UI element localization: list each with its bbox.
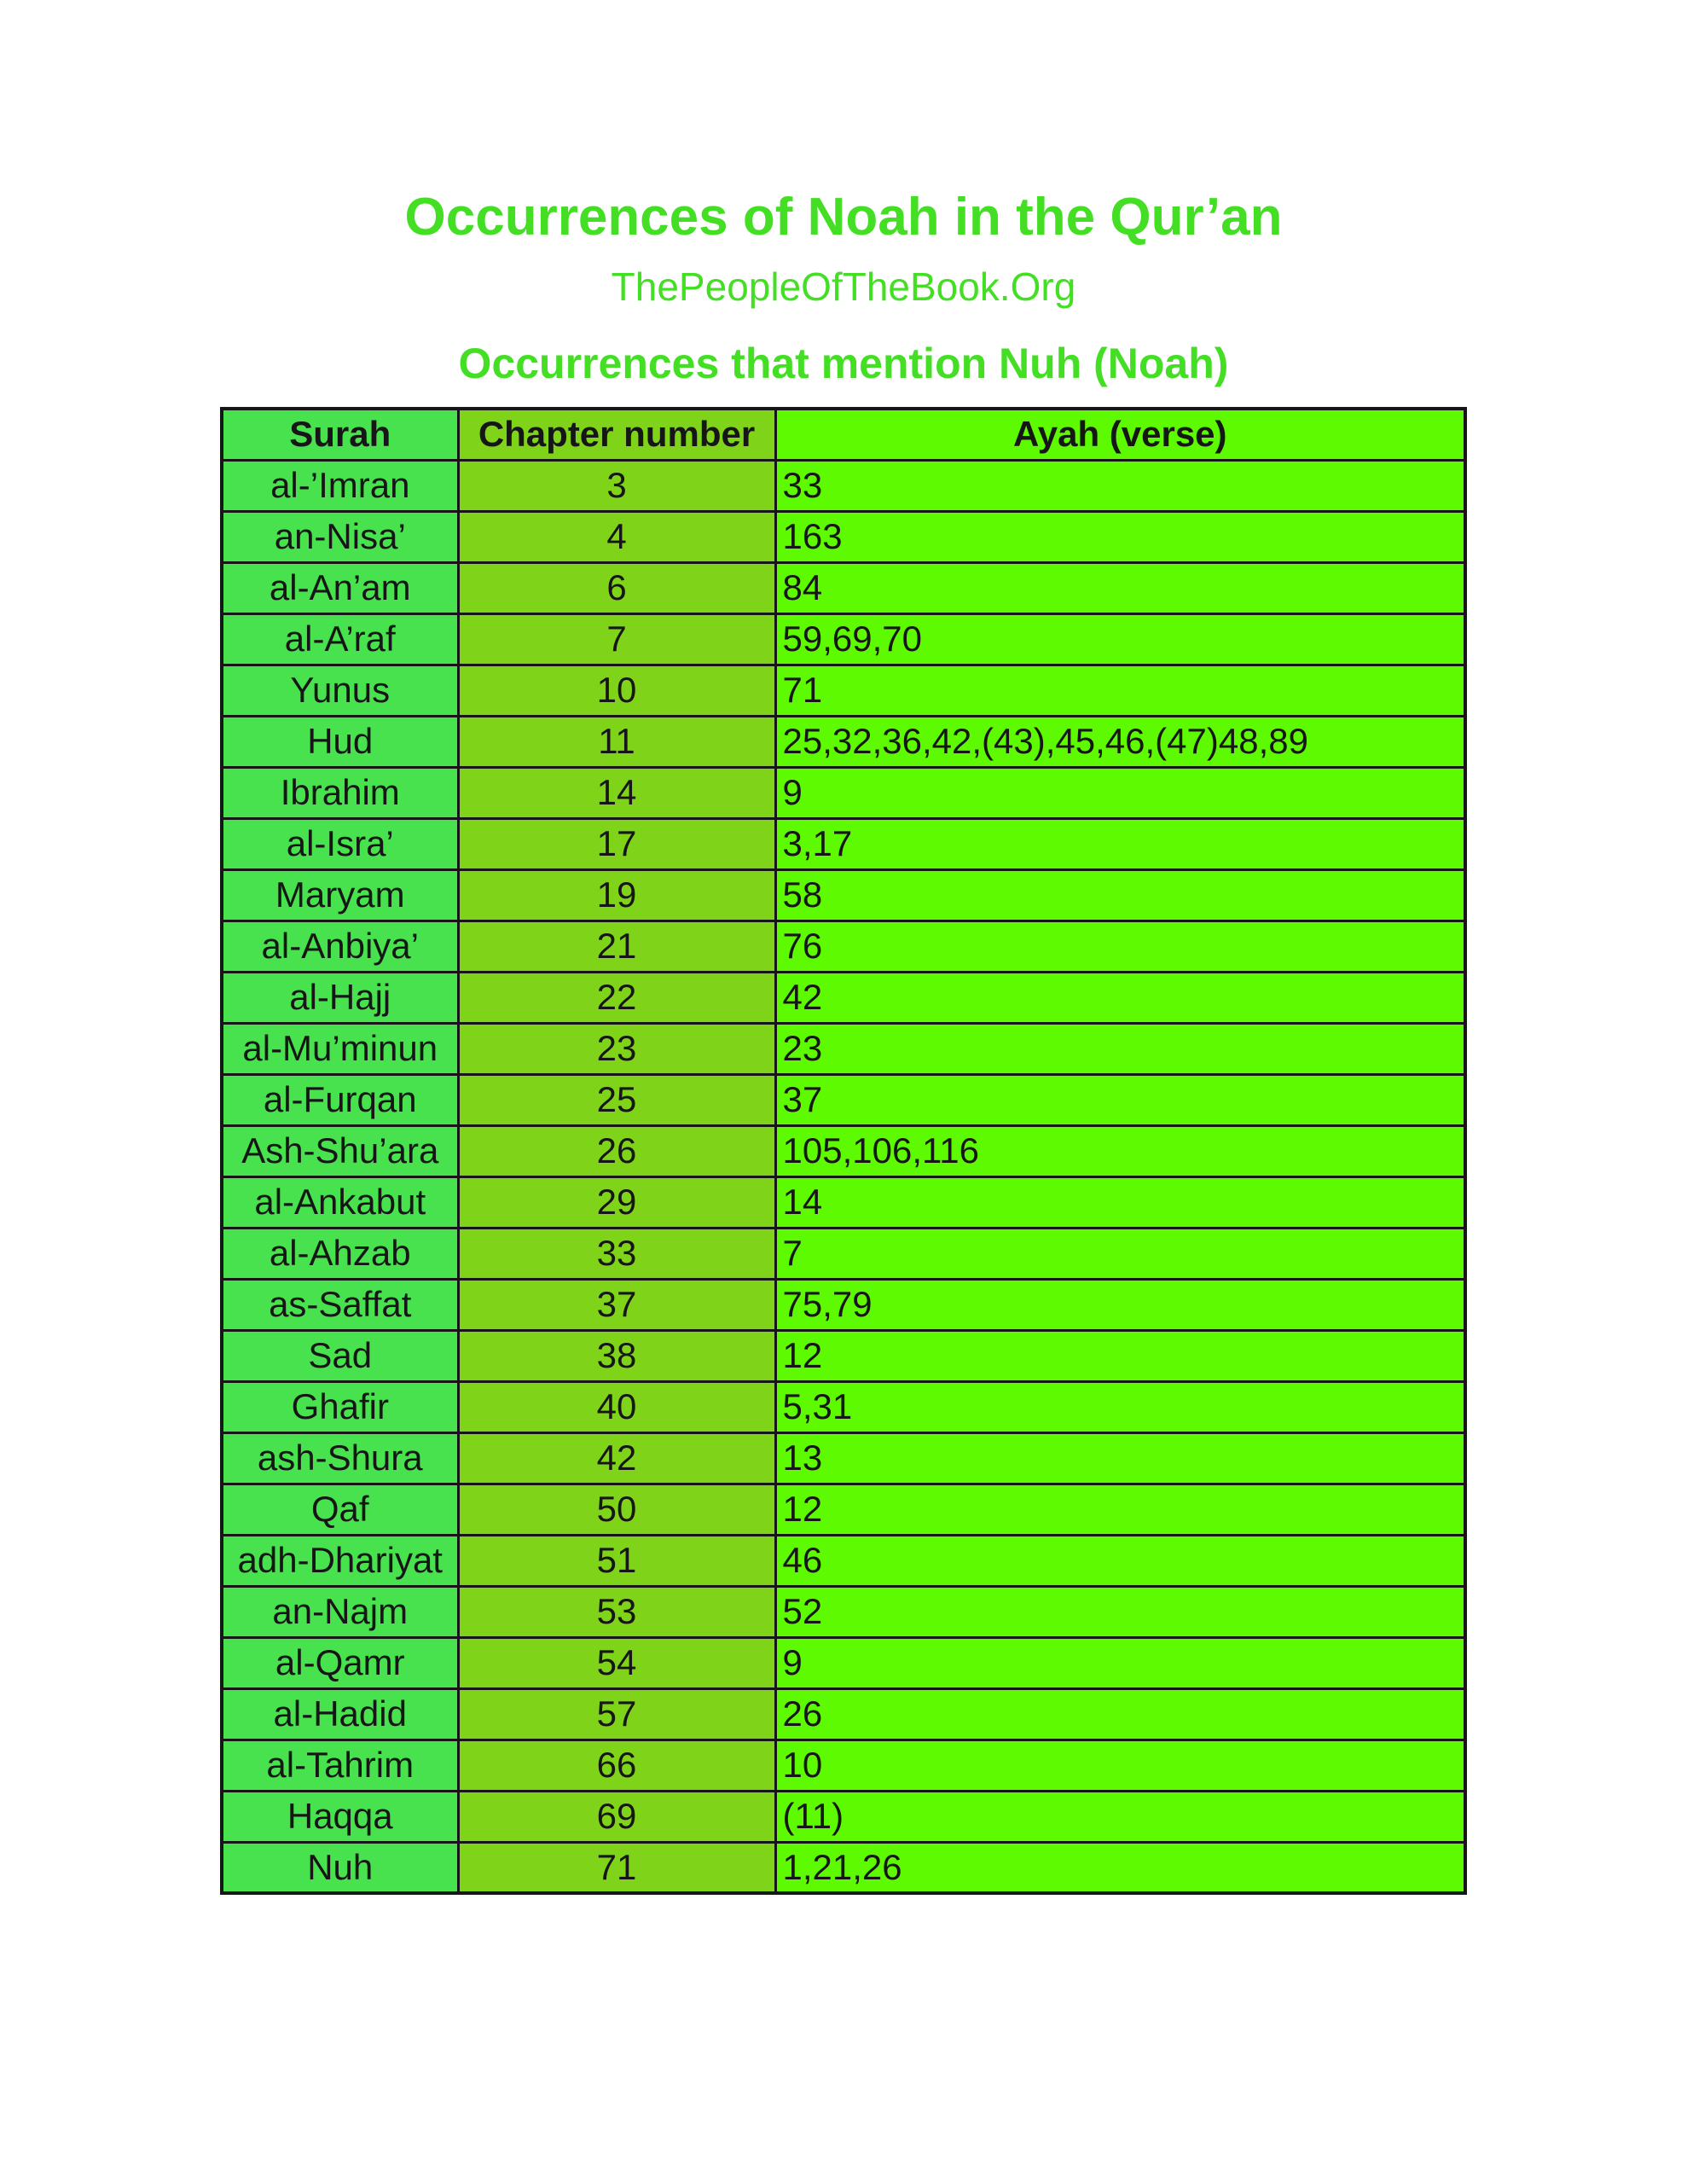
table-row (222, 1228, 1465, 1279)
table-row (222, 1791, 1465, 1842)
surah-cell: Hud (222, 716, 458, 767)
chapter-cell: 7 (458, 613, 775, 665)
surah-cell: al-Tahrim (222, 1740, 458, 1791)
ayah-cell: 105,106,116 (775, 1125, 1465, 1176)
table-row (222, 716, 1465, 767)
surah-cell: al-Qamr (222, 1637, 458, 1688)
table-row (222, 460, 1465, 511)
chapter-cell: 3 (458, 460, 775, 511)
surah-cell: al-’Imran (222, 460, 458, 511)
chapter-cell: 54 (458, 1637, 775, 1688)
surah-cell: as-Saffat (222, 1279, 458, 1330)
table-row (222, 1074, 1465, 1125)
surah-cell: Ghafir (222, 1381, 458, 1432)
occurrences-table (220, 407, 1467, 1895)
chapter-cell: 71 (458, 1842, 775, 1893)
table-row (222, 1125, 1465, 1176)
ayah-cell: 7 (775, 1228, 1465, 1279)
surah-cell: Nuh (222, 1842, 458, 1893)
table-row (222, 818, 1465, 869)
table-row (222, 562, 1465, 613)
col-header-surah: Surah (222, 409, 458, 460)
chapter-cell: 14 (458, 767, 775, 818)
surah-cell: Ibrahim (222, 767, 458, 818)
surah-cell: al-Isra’ (222, 818, 458, 869)
ayah-cell: 9 (775, 767, 1465, 818)
table-row (222, 665, 1465, 716)
ayah-cell: 13 (775, 1432, 1465, 1484)
surah-cell: Sad (222, 1330, 458, 1381)
chapter-cell: 38 (458, 1330, 775, 1381)
table-row (222, 613, 1465, 665)
surah-cell: Maryam (222, 869, 458, 921)
ayah-cell: 84 (775, 562, 1465, 613)
ayah-cell: 52 (775, 1586, 1465, 1637)
ayah-cell: 14 (775, 1176, 1465, 1228)
table-row (222, 1023, 1465, 1074)
chapter-cell: 66 (458, 1740, 775, 1791)
table-row (222, 1279, 1465, 1330)
surah-cell: al-Ahzab (222, 1228, 458, 1279)
surah-cell: al-An’am (222, 562, 458, 613)
surah-cell: al-Hadid (222, 1688, 458, 1740)
chapter-cell: 53 (458, 1586, 775, 1637)
surah-cell: an-Nisa’ (222, 511, 458, 562)
chapter-cell: 69 (458, 1791, 775, 1842)
table-row (222, 1484, 1465, 1535)
surah-cell: al-Hajj (222, 972, 458, 1023)
ayah-cell: 42 (775, 972, 1465, 1023)
table-row (222, 1688, 1465, 1740)
section-heading: Occurrences that mention Nuh (Noah) (458, 340, 1229, 387)
table-body (222, 460, 1465, 1893)
table-row (222, 1740, 1465, 1791)
ayah-cell: 71 (775, 665, 1465, 716)
table-row (222, 972, 1465, 1023)
ayah-cell: 5,31 (775, 1381, 1465, 1432)
ayah-cell: 3,17 (775, 818, 1465, 869)
surah-cell: an-Najm (222, 1586, 458, 1637)
chapter-cell: 40 (458, 1381, 775, 1432)
chapter-cell: 17 (458, 818, 775, 869)
ayah-cell: 33 (775, 460, 1465, 511)
chapter-cell: 26 (458, 1125, 775, 1176)
chapter-cell: 11 (458, 716, 775, 767)
ayah-cell: 163 (775, 511, 1465, 562)
surah-cell: al-A’raf (222, 613, 458, 665)
surah-cell: adh-Dhariyat (222, 1535, 458, 1586)
header-row (222, 409, 1465, 460)
surah-cell: Yunus (222, 665, 458, 716)
table-row (222, 767, 1465, 818)
ayah-cell: 75,79 (775, 1279, 1465, 1330)
surah-cell: Ash-Shu’ara (222, 1125, 458, 1176)
surah-cell: Haqqa (222, 1791, 458, 1842)
chapter-cell: 10 (458, 665, 775, 716)
table-header (222, 409, 1465, 460)
table-row (222, 869, 1465, 921)
surah-cell: ash-Shura (222, 1432, 458, 1484)
ayah-cell: 12 (775, 1330, 1465, 1381)
chapter-cell: 50 (458, 1484, 775, 1535)
chapter-cell: 19 (458, 869, 775, 921)
table-row (222, 511, 1465, 562)
chapter-cell: 37 (458, 1279, 775, 1330)
table-row (222, 1637, 1465, 1688)
ayah-cell: 26 (775, 1688, 1465, 1740)
ayah-cell: 76 (775, 921, 1465, 972)
ayah-cell: 1,21,26 (775, 1842, 1465, 1893)
surah-cell: al-Ankabut (222, 1176, 458, 1228)
chapter-cell: 33 (458, 1228, 775, 1279)
col-header-chapter: Chapter number (458, 409, 775, 460)
ayah-cell: 9 (775, 1637, 1465, 1688)
table-row (222, 1432, 1465, 1484)
surah-cell: al-Furqan (222, 1074, 458, 1125)
chapter-cell: 22 (458, 972, 775, 1023)
chapter-cell: 21 (458, 921, 775, 972)
surah-cell: al-Mu’minun (222, 1023, 458, 1074)
ayah-cell: 58 (775, 869, 1465, 921)
table-row (222, 1381, 1465, 1432)
ayah-cell: 46 (775, 1535, 1465, 1586)
table-row (222, 1176, 1465, 1228)
ayah-cell: (11) (775, 1791, 1465, 1842)
ayah-cell: 10 (775, 1740, 1465, 1791)
surah-cell: Qaf (222, 1484, 458, 1535)
table-row (222, 1586, 1465, 1637)
ayah-cell: 12 (775, 1484, 1465, 1535)
chapter-cell: 6 (458, 562, 775, 613)
site-name: ThePeopleOfTheBook.Org (611, 264, 1076, 309)
ayah-cell: 25,32,36,42,(43),45,46,(47)48,89 (775, 716, 1465, 767)
chapter-cell: 51 (458, 1535, 775, 1586)
surah-cell: al-Anbiya’ (222, 921, 458, 972)
chapter-cell: 29 (458, 1176, 775, 1228)
chapter-cell: 42 (458, 1432, 775, 1484)
table-row (222, 1330, 1465, 1381)
ayah-cell: 23 (775, 1023, 1465, 1074)
col-header-ayah: Ayah (verse) (775, 409, 1465, 460)
page-title: Occurrences of Noah in the Qur’an (404, 188, 1283, 247)
ayah-cell: 37 (775, 1074, 1465, 1125)
chapter-cell: 23 (458, 1023, 775, 1074)
ayah-cell: 59,69,70 (775, 613, 1465, 665)
chapter-cell: 57 (458, 1688, 775, 1740)
table-row (222, 1535, 1465, 1586)
table-row (222, 921, 1465, 972)
chapter-cell: 25 (458, 1074, 775, 1125)
chapter-cell: 4 (458, 511, 775, 562)
table-row (222, 1842, 1465, 1893)
